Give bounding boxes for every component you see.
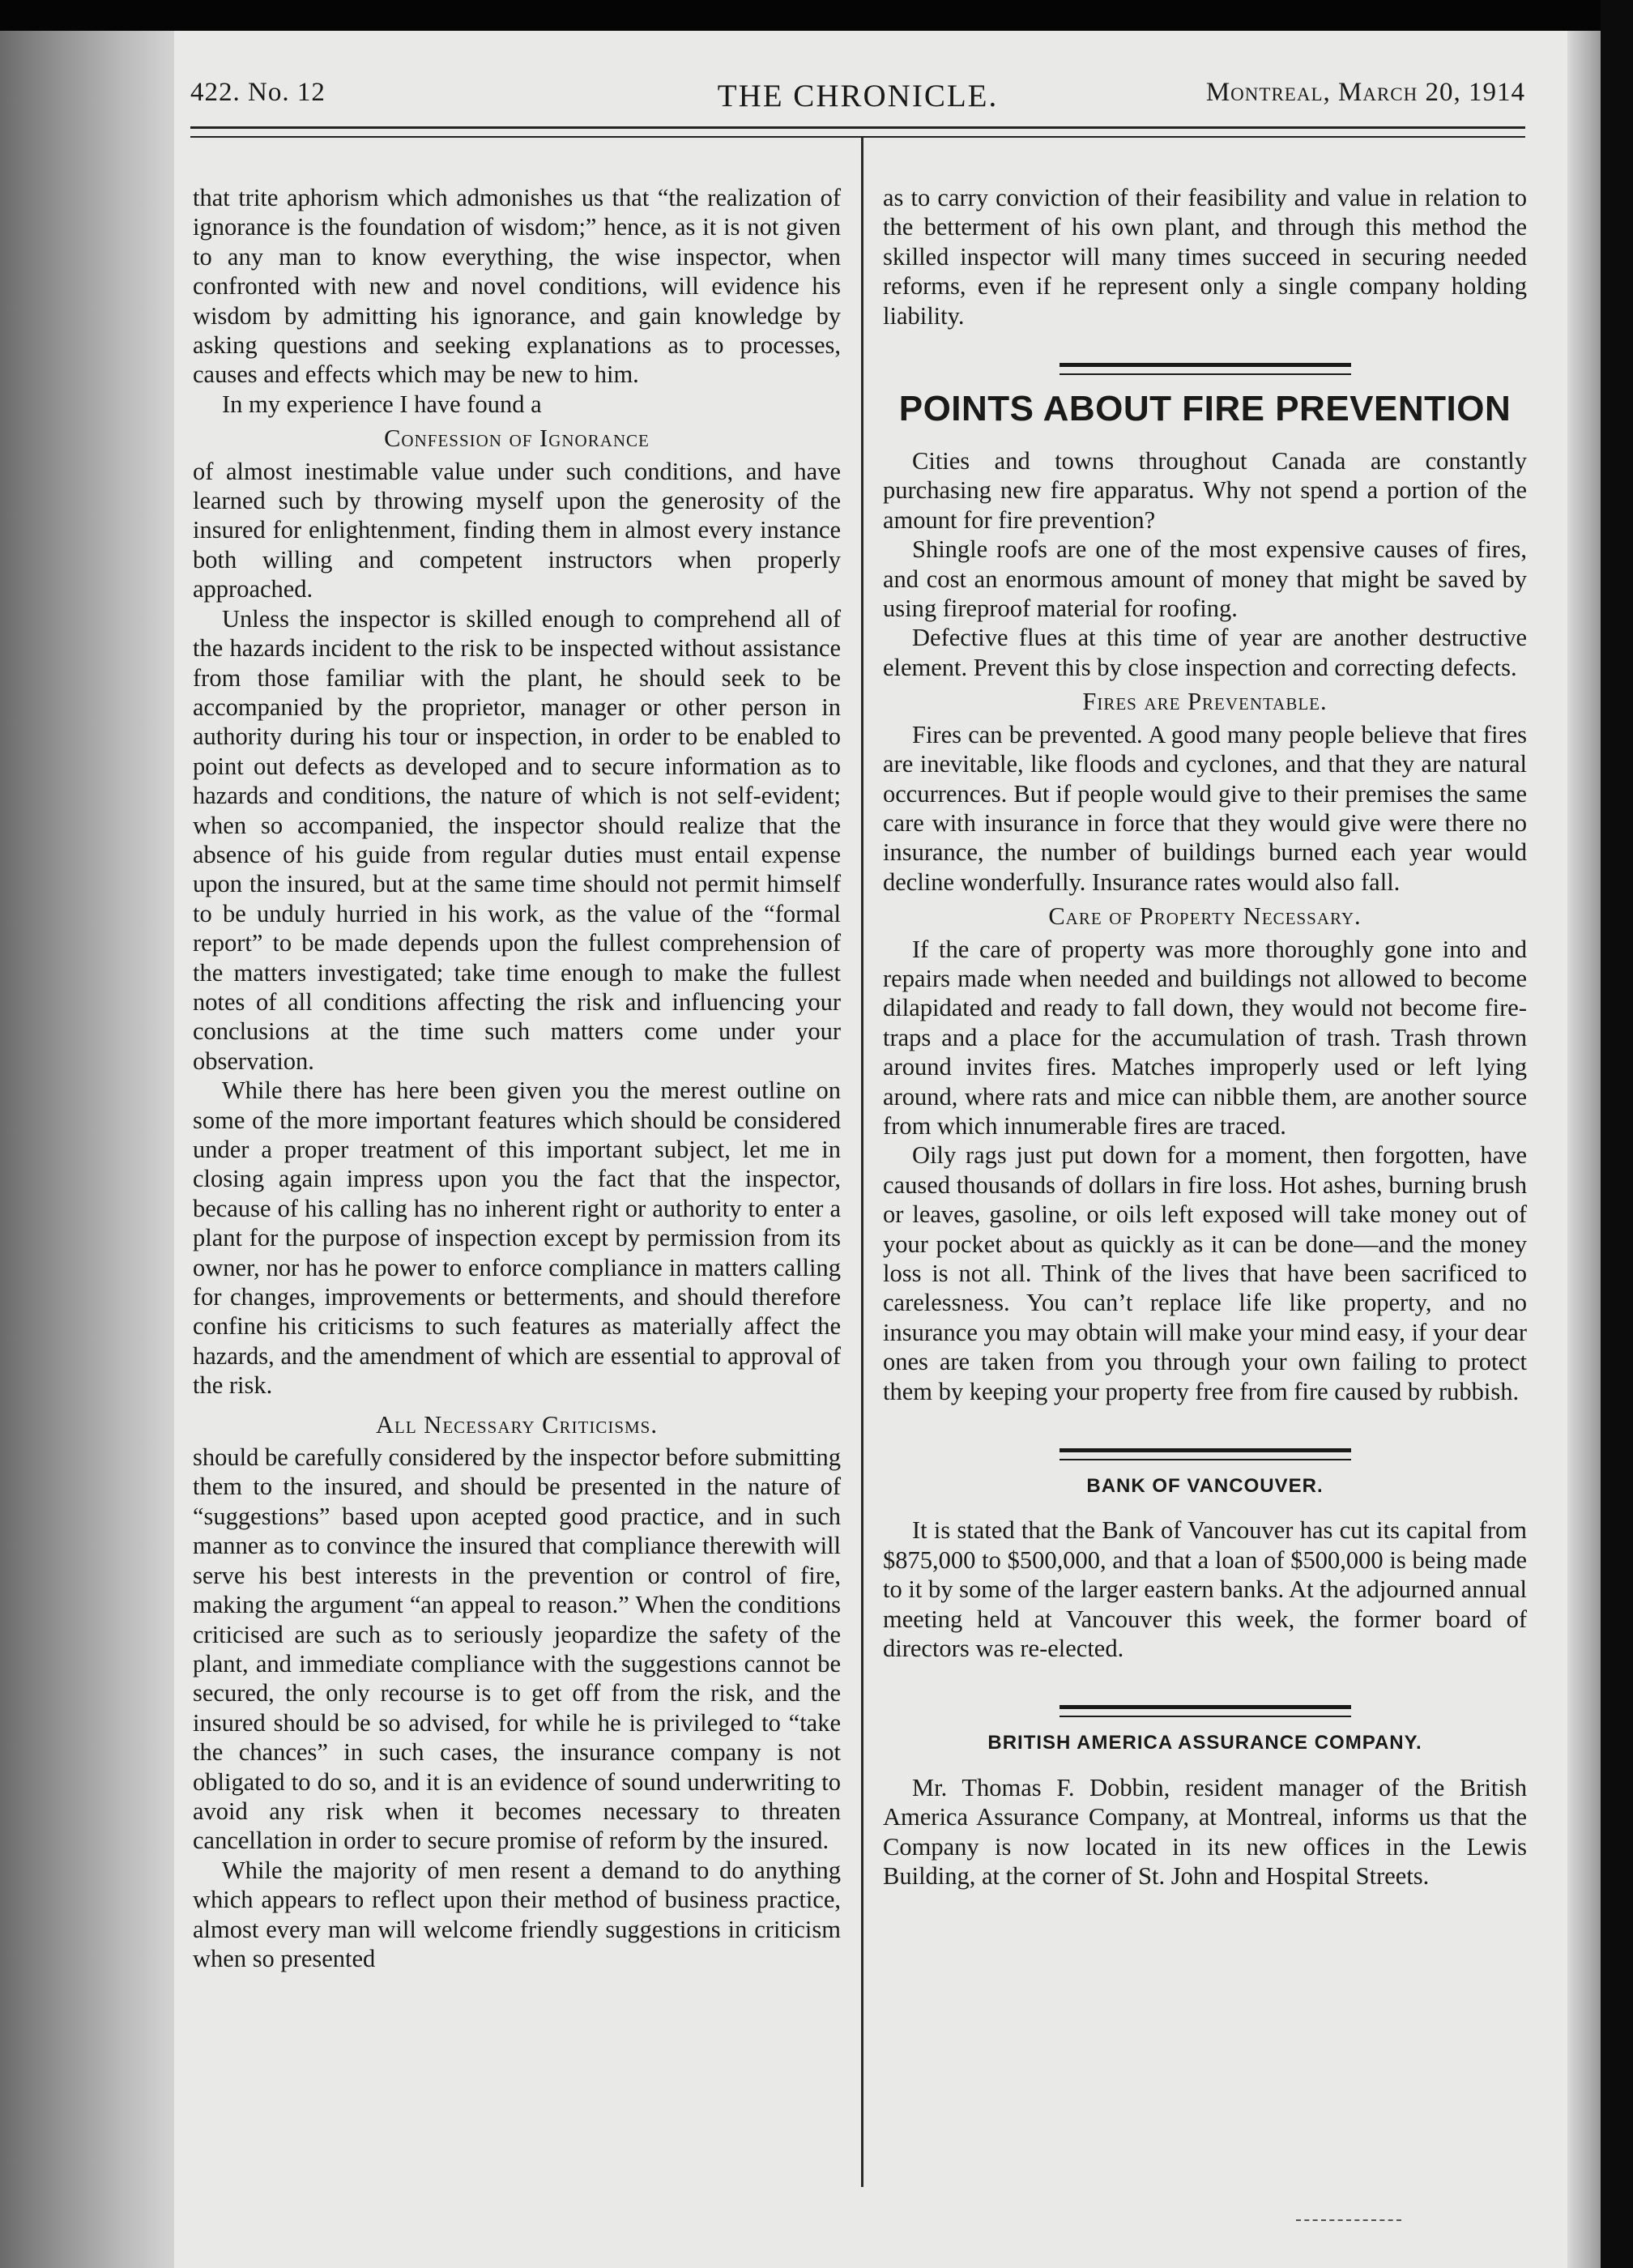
header-rule [190, 126, 1525, 138]
paragraph: While the majority of men resent a demand to do anything which appears to reflect upon their method of business practice, almost every man will welcome friendly suggestions in criticism when so presented [193, 1856, 841, 1972]
paragraph: Oily rags just put down for a moment, then forgotten, have caused thousands of dollars in fire loss. Hot ashes, burning brush or leaves, gasoline, or oils left exposed will take money out of your pocket about as quickly as it can be done—and the money loss is not all. Think of the lives that have been sacrificed to carelessness. You can’t replace life like property, and no insurance you may obtain will make your mind easy, if your dear ones are taken from you through your own failing to protect them by keeping your property free from fire caused by rubbish. [883, 1141, 1527, 1405]
paragraph: should be carefully considered by the inspector before submitting them to the insured, and should be presented in the nature of “suggestions” based upon acepted good practice, and in such manner as to convince the insured that compliance therewith will serve his best interests in the prevention or control of fire, making the argument “an appeal to reason.” When the conditions criticised are such as to seriously jeopardize the safety of the plant, and immediate compliance with the suggestions cannot be secured, the only recourse is to get off from the risk, and the insured should be so advised, for while he is privileged to “take the chances” in such cases, the insurance company is not obligated to do so, and it is an evidence of sound underwriting to avoid any risk when it becomes necessary to threaten cancellation in order to secure promise of reform by the insured. [193, 1443, 841, 1855]
column-divider [861, 138, 863, 2187]
subheading: Confession of Ignorance [384, 424, 650, 453]
subheading: Fires are Preventable. [1082, 688, 1328, 716]
paragraph: Unless the inspector is skilled enough to comprehend all of the hazards incident to the risk to be inspected without assistance from those familiar with the plant, he should seek to be accompanied by the proprietor, manager or other person in authority during his tour or inspection, in order to be enabled to point out defects as developed and to secure information as to hazards and conditions, the nature of which is not self-evident; when so accompanied, the inspector should realize that the absence of his guide from regular duties must entail expense upon the insured, but at the same time should not permit himself to be unduly hurried in his work, as the value of the “formal report” to be made depends upon the fullest comprehension of the matters investigated; take time enough to make the fullest notes of all conditions affecting the risk and influencing your conclusions at the time such matters come under your observation. [193, 604, 841, 1075]
scan-border-top [0, 0, 1633, 31]
paragraph: of almost inestimable value under such conditions, and have learned such by throwing myself upon the generosity of the insured for enlightenment, finding them in almost every instance both willing and competent instructors when properly approached. [193, 457, 841, 603]
scan-border-right [1601, 0, 1633, 2268]
subheading: All Necessary Criticisms. [376, 1410, 658, 1439]
page-edge [1567, 31, 1601, 2268]
dateline: Montreal, March 20, 1914 [1205, 78, 1525, 107]
paragraph: Cities and towns throughout Canada are constantly purchasing new fire apparatus. Why not spend a portion of the amount for fire prevention? [883, 447, 1527, 534]
paragraph: If the care of property was more thoroughly gone into and repairs made when needed and buildings not allowed to become dilapidated and ready to fall down, they would not become fire-traps and a place for the accumulation of trash. Trash thrown around invites fires. Matches improperly used or left lying around, where rats and mice can nibble them, are another source from which innumerable fires are traced. [883, 935, 1527, 1140]
article-heading: BRITISH AMERICA ASSURANCE COMPANY. [987, 1732, 1422, 1754]
left-column [193, 183, 841, 1973]
publication-title: THE CHRONICLE. [717, 79, 999, 113]
paragraph: Fires can be prevented. A good many people believe that fires are inevitable, like floods and cyclones, and that they are natural occurrences. But if people would give to their premises the same care with insurance in force that they would give were there no insurance, the number of buildings burned each year would decline wonderfully. Insurance rates would also fall. [883, 720, 1527, 896]
section-separator [1060, 363, 1351, 375]
page-number: 422. No. 12 [190, 78, 326, 107]
footer-rule [1296, 2219, 1401, 2221]
running-header [190, 78, 1525, 126]
paragraph: In my experience I have found a [222, 390, 542, 418]
paragraph: that trite aphorism which admonishes us that “the realization of ignorance is the foundation of wisdom;” hence, as it is not given to any man to know everything, the wise inspector, when confronted with new and novel conditions, will evidence his wisdom by admitting his ignorance, and gain knowledge by asking questions and seeking explanations as to processes, causes and effects which may be new to him. [193, 184, 841, 389]
article-heading: BANK OF VANCOUVER. [1086, 1475, 1324, 1498]
article-heading: POINTS ABOUT FIRE PREVENTION [898, 389, 1511, 429]
paragraph: While there has here been given you the merest outline on some of the more important features which should be considered under a proper treatment of this important subject, let me in closing again impress upon you the fact that the inspector, because of his calling has no inherent right or authority to enter a plant for the purpose of inspection except by permission from its owner, nor has he power to enforce compliance in matters calling for changes, improvements or betterments, and should therefore confine his criticisms to such features as materially affect the hazards, and the amendment of which are essential to approval of the risk. [193, 1076, 841, 1400]
paragraph: Defective flues at this time of year are another destructive element. Prevent this by close inspection and correcting defects. [883, 624, 1527, 681]
paragraph: It is stated that the Bank of Vancouver has cut its capital from $875,000 to $500,000, and that a loan of $500,000 is being made to it by some of the larger eastern banks. At the adjourned annual meeting held at Vancouver this week, the former board of directors was re-elected. [883, 1516, 1527, 1663]
book-gutter [0, 31, 174, 2268]
paragraph: as to carry conviction of their feasibility and value in relation to the betterment of his own plant, and through this method the skilled inspector will many times succeed in securing needed reforms, even if he represent only a single company holding liability. [883, 184, 1527, 330]
section-separator [1060, 1448, 1351, 1460]
subheading: Care of Property Necessary. [1048, 902, 1362, 931]
paragraph: Shingle roofs are one of the most expensive causes of fires, and cost an enormous amount of money that might be saved by using fireproof material for roofing. [883, 535, 1527, 623]
right-column [883, 183, 1527, 1891]
section-separator [1060, 1705, 1351, 1717]
paragraph: Mr. Thomas F. Dobbin, resident manager of the British America Assurance Company, at Montreal, informs us that the Company is now located in its new offices in the Lewis Building, at the corner of St. John and Hospital Streets. [883, 1773, 1527, 1891]
